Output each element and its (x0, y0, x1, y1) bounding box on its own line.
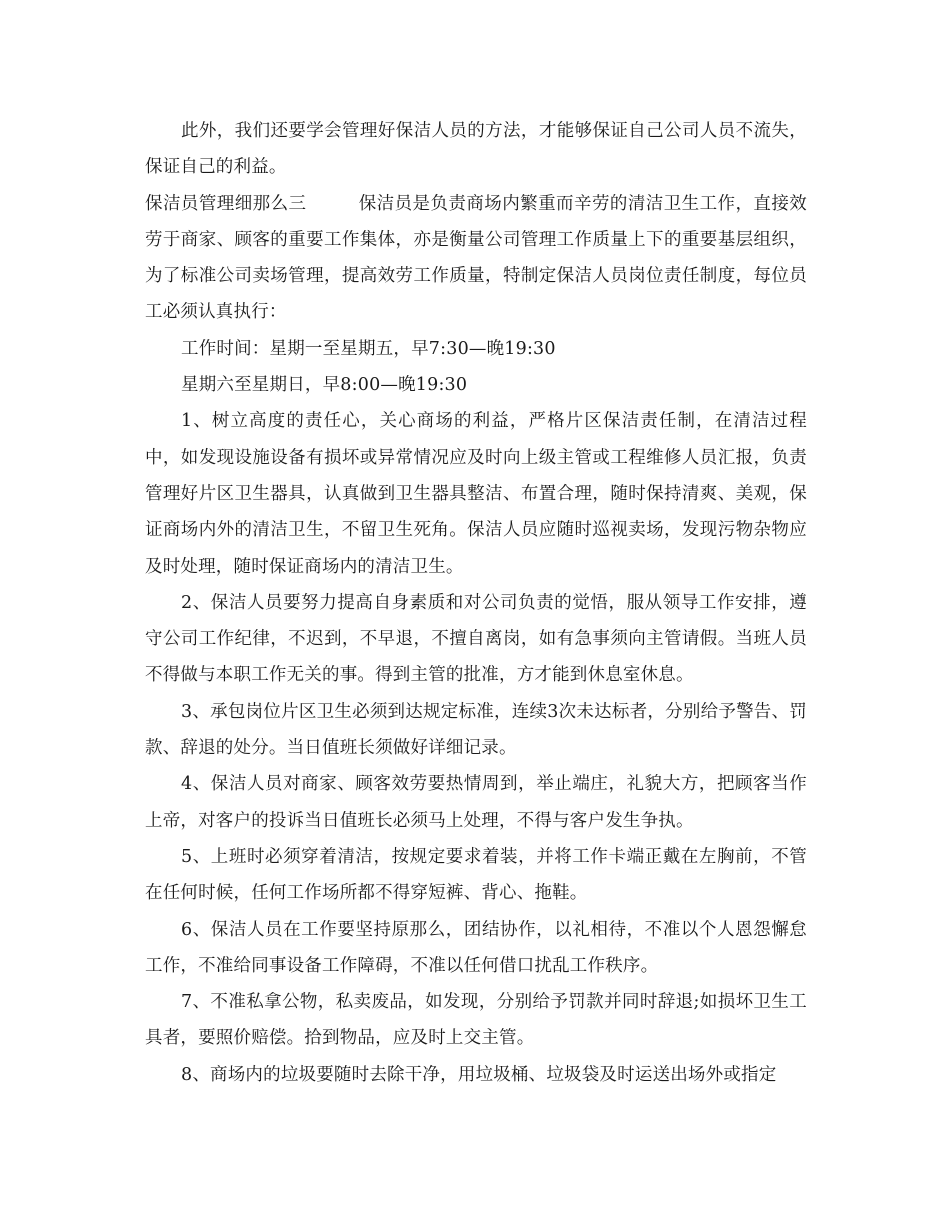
paragraph-rule-2: 2、保洁人员要努力提高自身素质和对公司负责的觉悟，服从领导工作安排，遵守公司工作纪律，不迟到，不早退，不擅自离岗，如有急事须向主管请假。当班人员不得做与本职工作无关的事。得到主管的批准，方才能到休息室休息。 (145, 592, 807, 686)
paragraph-rule-6: 6、保洁人员在工作要坚持原那么，团结协作，以礼相待，不准以个人恩怨懈怠工作，不准给同事设备工作障碍，不准以任何借口扰乱工作秩序。 (145, 919, 807, 976)
paragraph-intro: 此外，我们还要学会管理好保洁人员的方法，才能够保证自己公司人员不流失，保证自己的利益。 (145, 121, 807, 178)
section-heading: 保洁员管理细那么三 (145, 193, 307, 214)
section-intro-text: 保洁员是负责商场内繁重而辛劳的清洁卫生工作，直接效劳于商家、顾客的重要工作集体，亦是衡量公司管理工作质量上下的重要基层组织，为了标准公司卖场管理，提高效劳工作质量，特制定保洁人员岗位责任制度，每位员工必须认真执行： (145, 193, 807, 323)
paragraph-rule-7: 7、不准私拿公物，私卖废品，如发现，分别给予罚款并同时辞退;如损坏卫生工具者，要照价赔偿。拾到物品，应及时上交主管。 (145, 992, 807, 1049)
paragraph-section-three (145, 186, 807, 331)
paragraph-rule-8: 8、商场内的垃圾要随时去除干净，用垃圾桶、垃圾袋及时运送出场外或指定 (181, 1064, 777, 1085)
paragraph-rule-3: 3、承包岗位片区卫生必须到达规定标准，连续3次未达标者，分别给予警告、罚款、辞退的处分。当日值班长须做好详细记录。 (145, 701, 807, 759)
paragraph-rule-1: 1、树立高度的责任心，关心商场的利益，严格片区保洁责任制，在清洁过程中，如发现设施设备有损坏或异常情况应及时向上级主管或工程维修人员汇报，负责管理好片区卫生器具，认真做到卫生器具整洁、布置合理，随时保持清爽、美观，保证商场内外的清洁卫生，不留卫生死角。保洁人员应随时巡视卖场，发现污物杂物应及时处理，随时保证商场内的清洁卫生。 (145, 411, 807, 577)
paragraph-work-hours-weekend: 星期六至星期日，早8:00—晚19:30 (181, 375, 468, 396)
document-body (145, 113, 807, 1093)
paragraph-work-hours-weekday: 工作时间：星期一至星期五，早7:30—晚19:30 (181, 338, 556, 359)
paragraph-rule-4: 4、保洁人员对商家、顾客效劳要热情周到，举止端庄，礼貌大方，把顾客当作上帝，对客户的投诉当日值班长必须马上处理，不得与客户发生争执。 (145, 774, 807, 831)
paragraph-rule-5: 5、上班时必须穿着清洁，按规定要求着装，并将工作卡端正戴在左胸前，不管在任何时候，任何工作场所都不得穿短裤、背心、拖鞋。 (145, 846, 807, 904)
